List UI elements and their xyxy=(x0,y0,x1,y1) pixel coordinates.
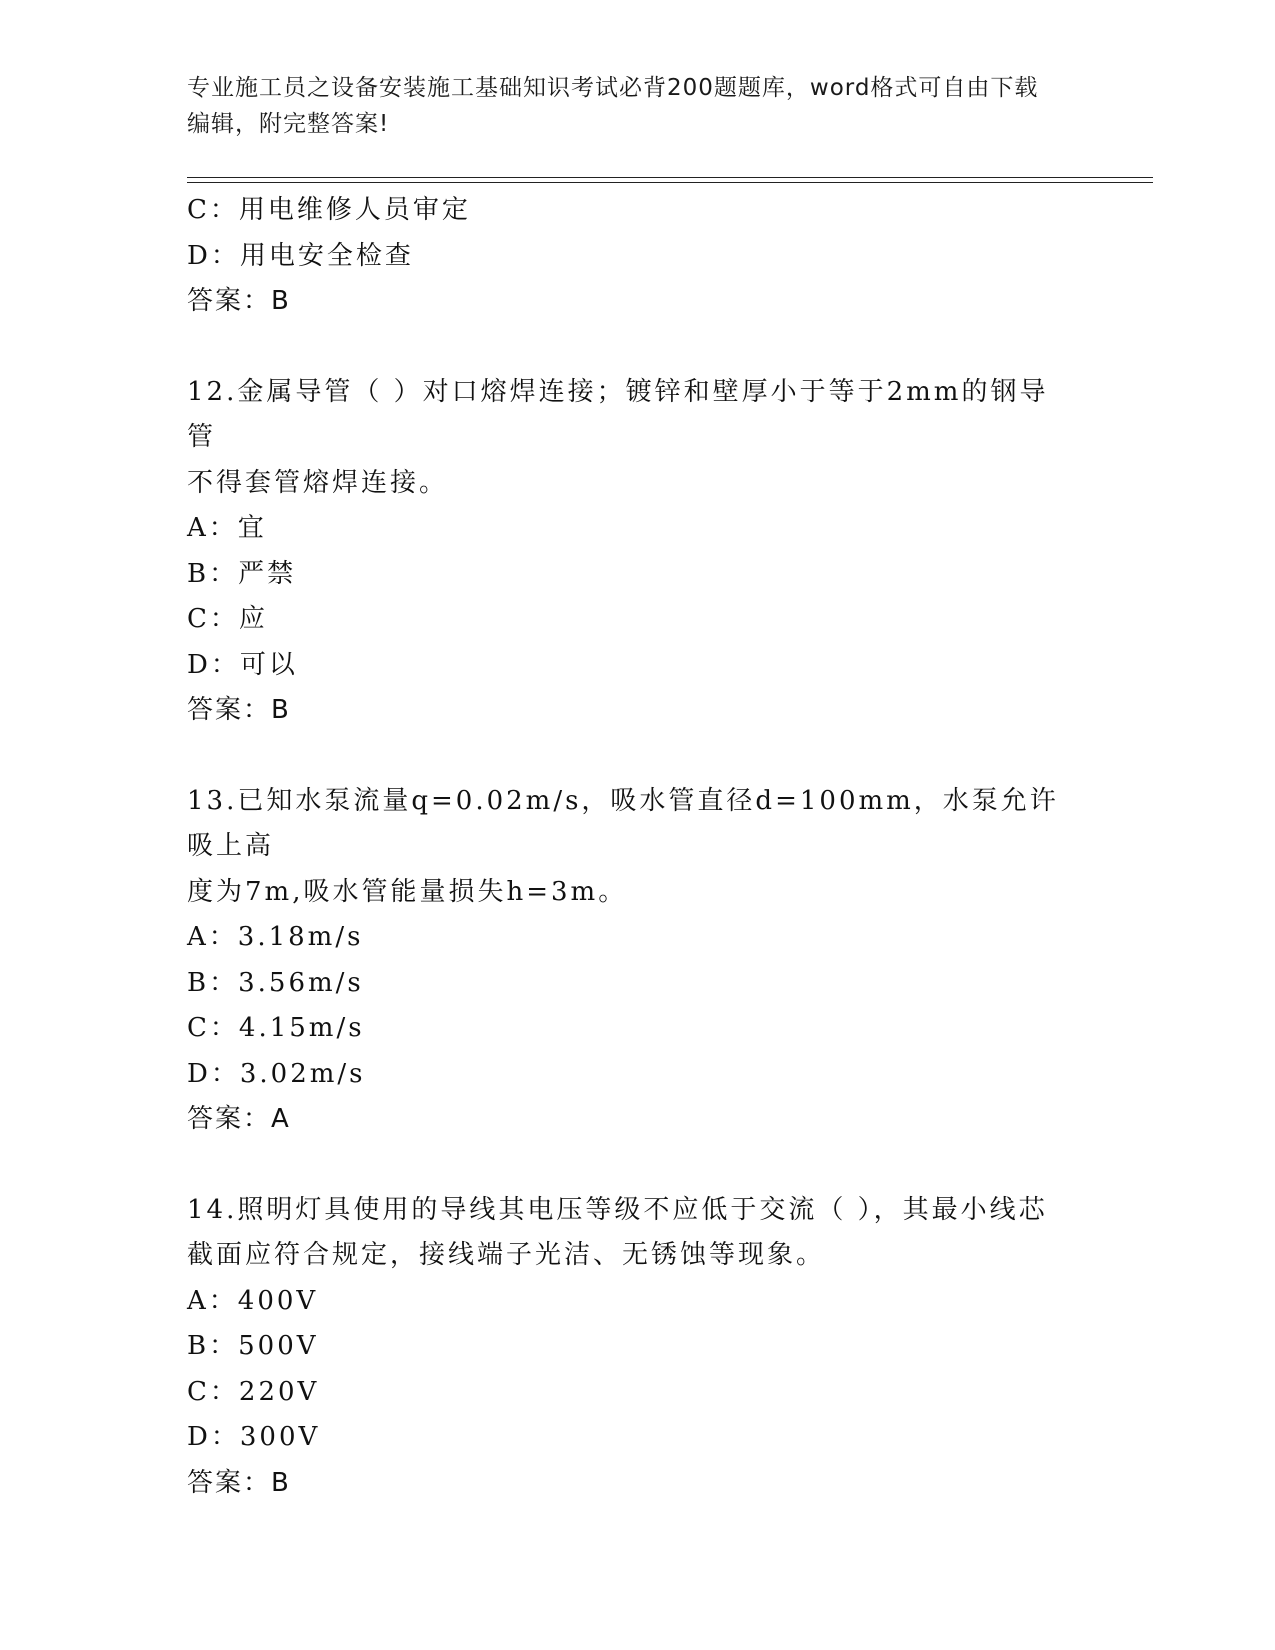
page-content xyxy=(187,188,1067,1506)
question-line-2: 不得套管熔焊连接。 xyxy=(187,467,449,498)
option-b xyxy=(187,1324,1067,1370)
option-b xyxy=(187,961,1067,1007)
header-line-2: 编辑，附完整答案! xyxy=(187,111,390,137)
option-d xyxy=(187,643,1067,689)
question-text xyxy=(187,370,1067,507)
question-12 xyxy=(187,370,1067,734)
answer-line: 答案：B xyxy=(187,286,291,316)
header-divider-bottom xyxy=(187,182,1153,183)
option-text: 应 xyxy=(238,604,268,634)
option-text: 用电安全检查 xyxy=(239,240,414,271)
option-key: B： xyxy=(187,967,239,998)
option-text: 400V xyxy=(237,1285,319,1316)
question-line-2: 度为7m,吸水管能量损失h=3m。 xyxy=(187,876,628,907)
option-a xyxy=(187,915,1067,961)
option-text: 3.18m/s xyxy=(237,922,364,952)
answer-line: 答案：A xyxy=(187,1104,291,1134)
option-a xyxy=(187,1279,1067,1325)
question-14 xyxy=(187,1188,1067,1507)
option-key: D： xyxy=(187,1058,240,1089)
option-key: B： xyxy=(187,1331,239,1361)
option-d xyxy=(187,234,1067,280)
option-text: 300V xyxy=(239,1422,321,1452)
option-text: 500V xyxy=(238,1331,319,1361)
option-key: A： xyxy=(187,513,238,543)
option-text: 3.56m/s xyxy=(238,967,364,998)
question-line-1: 12.金属导管（ ）对口熔焊连接；镀锌和壁厚小于等于2mm的钢导管 xyxy=(187,376,1049,452)
option-c xyxy=(187,1370,1067,1416)
option-c xyxy=(187,597,1067,643)
question-line-2: 截面应符合规定，接线端子光洁、无锈蚀等现象。 xyxy=(187,1240,826,1270)
question-13 xyxy=(187,779,1067,1143)
option-text: 4.15m/s xyxy=(238,1013,365,1043)
option-c xyxy=(187,188,1067,234)
question-line-1: 14.照明灯具使用的导线其电压等级不应低于交流（ ），其最小线芯 xyxy=(187,1194,1048,1225)
option-text: 用电维修人员审定 xyxy=(238,195,471,225)
option-key: A： xyxy=(187,922,238,952)
option-key: D： xyxy=(187,1422,240,1452)
option-text: 宜 xyxy=(237,513,267,543)
answer-line: 答案：B xyxy=(187,1467,291,1498)
question-text xyxy=(187,1188,1067,1279)
option-c xyxy=(187,1006,1067,1052)
option-text: 严禁 xyxy=(238,558,297,589)
option-b xyxy=(187,552,1067,598)
option-key: D： xyxy=(187,240,240,271)
header-divider-top xyxy=(187,177,1153,178)
option-d xyxy=(187,1415,1067,1461)
option-key: D： xyxy=(187,649,240,680)
question-line-1: 13.已知水泵流量q=0.02m/s，吸水管直径d=100mm，水泵允许吸上高 xyxy=(187,785,1059,861)
option-key: A： xyxy=(187,1285,238,1316)
document-header xyxy=(187,70,1067,142)
option-a xyxy=(187,506,1067,552)
option-key: B： xyxy=(187,558,239,589)
option-key: C： xyxy=(187,1013,239,1043)
option-text: 3.02m/s xyxy=(239,1058,366,1089)
previous-question-tail xyxy=(187,188,1067,325)
question-text xyxy=(187,779,1067,916)
header-line-1: 专业施工员之设备安装施工基础知识考试必背200题题库，word格式可自由下载 xyxy=(187,75,1039,101)
option-d xyxy=(187,1052,1067,1098)
option-key: C： xyxy=(187,195,239,225)
answer-line: 答案：B xyxy=(187,695,291,725)
option-key: C： xyxy=(187,604,239,634)
option-key: C： xyxy=(187,1376,239,1407)
option-text: 220V xyxy=(238,1376,320,1407)
option-text: 可以 xyxy=(239,649,298,680)
